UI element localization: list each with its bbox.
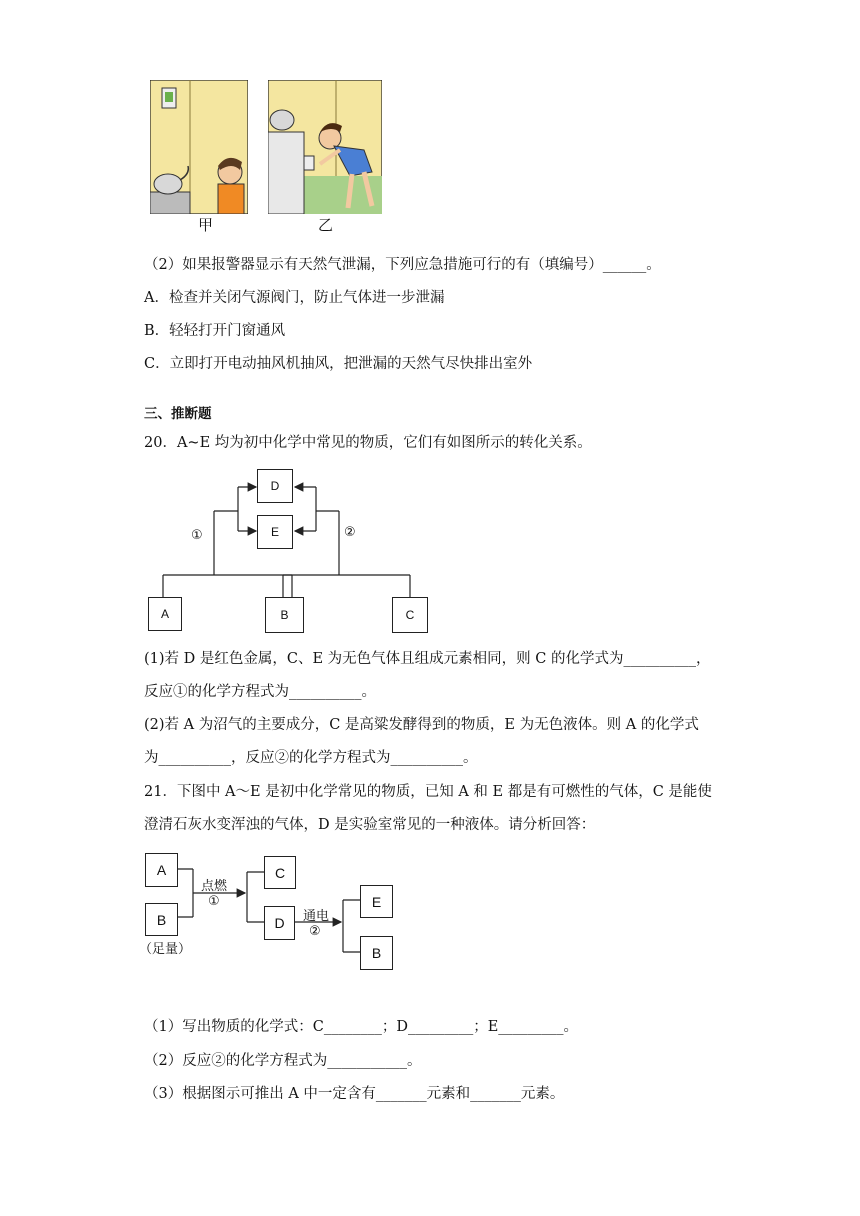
q21-box-b-product: B xyxy=(360,936,393,970)
q20-box-d: D xyxy=(257,469,293,503)
q21-reaction-1-label: ① xyxy=(208,894,220,909)
illustration-panel-right xyxy=(268,80,382,214)
question-21-stem-line-2: 澄清石灰水变浑浊的气体，D 是实验室常见的一种液体。请分析回答： xyxy=(144,817,596,833)
question-20-part-2-line-1: (2)若 A 为沼气的主要成分，C 是高粱发酵得到的物质，E 为无色液体。则 A 的化学式 xyxy=(144,717,699,733)
q20-reaction-2-label: ② xyxy=(344,525,356,540)
q21-electrolysis-label: 通电 xyxy=(303,909,330,924)
option-c: C．立即打开电动抽风机抽风，把泄漏的天然气尽快排出室外 xyxy=(144,356,533,372)
q20-box-c: C xyxy=(392,597,428,633)
q21-box-a: A xyxy=(145,853,178,887)
q21-box-c: C xyxy=(264,856,296,889)
illustration-caption-left: 甲 xyxy=(198,216,214,234)
q20-box-e: E xyxy=(257,515,293,549)
q20-box-b: B xyxy=(265,597,304,633)
q21-box-e: E xyxy=(360,885,393,918)
option-b: B．轻轻打开门窗通风 xyxy=(144,323,286,339)
illustration-caption-right: 乙 xyxy=(318,216,334,234)
question-20-part-1-line-2: 反应①的化学方程式为__________。 xyxy=(144,684,376,700)
question-21-part-3: （3）根据图示可推出 A 中一定含有_______元素和_______元素。 xyxy=(144,1086,565,1102)
question-20-part-1-line-1: (1)若 D 是红色金属，C、E 为无色气体且组成元素相同，则 C 的化学式为__________， xyxy=(144,651,711,667)
q20-box-a: A xyxy=(148,597,182,631)
question-21-part-2: （2）反应②的化学方程式为___________。 xyxy=(144,1053,422,1069)
question-21-stem-line-1: 21．下图中 A～E 是初中化学常见的物质，已知 A 和 E 都是有可燃性的气体，C 是能使 xyxy=(144,784,712,800)
q21-excess-label: （足量） xyxy=(139,942,192,957)
q20-reaction-1-label: ① xyxy=(191,528,203,543)
q21-ignite-label: 点燃 xyxy=(201,879,228,894)
question-19-part-2: （2）如果报警器显示有天然气泄漏，下列应急措施可行的有（填编号）______。 xyxy=(144,257,661,273)
illustration-panel-left xyxy=(150,80,248,214)
q21-box-d: D xyxy=(264,906,295,940)
question-20-stem: 20．A~E 均为初中化学中常见的物质，它们有如图所示的转化关系。 xyxy=(144,435,592,451)
question-21-part-1: （1）写出物质的化学式：C________；D_________；E_________。 xyxy=(144,1019,579,1035)
section-heading-inference: 三、推断题 xyxy=(144,406,212,422)
question-20-part-2-line-2: 为__________，反应②的化学方程式为__________。 xyxy=(144,750,478,766)
option-a: A．检查并关闭气源阀门，防止气体进一步泄漏 xyxy=(144,290,445,306)
q21-reaction-2-label: ② xyxy=(309,924,321,939)
q21-box-b: B xyxy=(145,903,178,936)
